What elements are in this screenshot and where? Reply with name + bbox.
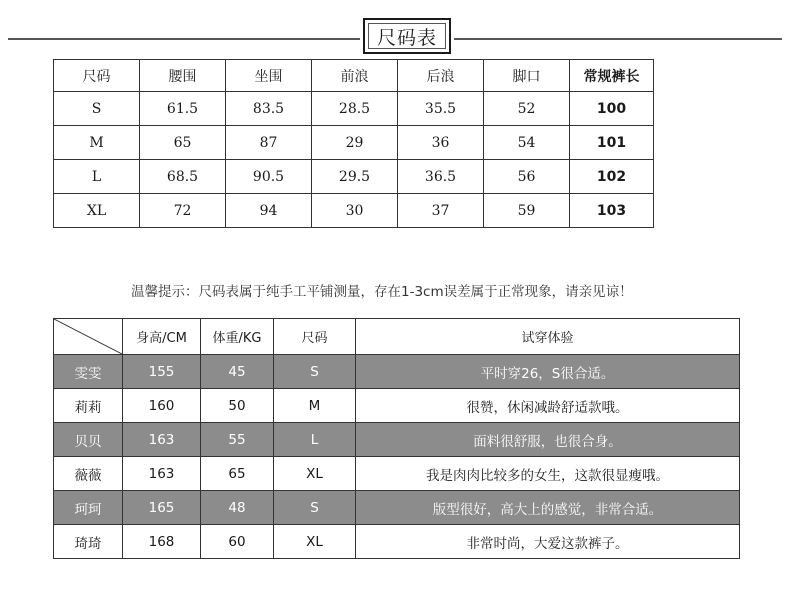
model-name: 雯雯 <box>54 355 123 389</box>
header-experience: 试穿体验 <box>356 319 740 355</box>
back-rise-cell: 36 <box>398 126 484 160</box>
header-fit-size: 尺码 <box>274 319 356 355</box>
size-cell: S <box>54 92 140 126</box>
length-cell: 102 <box>570 160 654 194</box>
back-rise-cell: 36.5 <box>398 160 484 194</box>
length-cell: 103 <box>570 194 654 228</box>
hem-cell: 52 <box>484 92 570 126</box>
header-weight: 体重/KG <box>201 319 274 355</box>
header-length: 常规裤长 <box>570 60 654 92</box>
front-rise-cell: 28.5 <box>312 92 398 126</box>
fit-row <box>54 525 740 559</box>
front-rise-cell: 29.5 <box>312 160 398 194</box>
model-weight: 48 <box>201 491 274 525</box>
model-height: 168 <box>123 525 201 559</box>
title-rule-right <box>454 38 782 40</box>
front-rise-cell: 29 <box>312 126 398 160</box>
title-box <box>363 18 451 54</box>
size-header-row <box>54 60 654 92</box>
header-height: 身高/CM <box>123 319 201 355</box>
header-back-rise: 后浪 <box>398 60 484 92</box>
fit-row <box>54 389 740 423</box>
model-size: M <box>274 389 356 423</box>
hem-cell: 56 <box>484 160 570 194</box>
length-cell: 101 <box>570 126 654 160</box>
measurement-note: 温馨提示：尺码表属于纯手工平铺测量，存在1-3cm误差属于正常现象，请亲见谅！ <box>131 284 633 300</box>
waist-cell: 72 <box>140 194 226 228</box>
size-row <box>54 126 654 160</box>
model-weight: 60 <box>201 525 274 559</box>
size-cell: XL <box>54 194 140 228</box>
model-size: L <box>274 423 356 457</box>
header-hem: 脚口 <box>484 60 570 92</box>
model-name: 莉莉 <box>54 389 123 423</box>
model-name: 琦琦 <box>54 525 123 559</box>
model-name: 贝贝 <box>54 423 123 457</box>
hip-cell: 90.5 <box>226 160 312 194</box>
header-hip: 坐围 <box>226 60 312 92</box>
back-rise-cell: 35.5 <box>398 92 484 126</box>
fitting-experience-table <box>53 318 740 559</box>
model-height: 155 <box>123 355 201 389</box>
fit-row <box>54 457 740 491</box>
fit-row <box>54 491 740 525</box>
fit-row <box>54 423 740 457</box>
model-size: XL <box>274 525 356 559</box>
model-name: 珂珂 <box>54 491 123 525</box>
size-cell: L <box>54 160 140 194</box>
size-row <box>54 92 654 126</box>
model-height: 160 <box>123 389 201 423</box>
model-weight: 50 <box>201 389 274 423</box>
header-waist: 腰围 <box>140 60 226 92</box>
hem-cell: 54 <box>484 126 570 160</box>
size-row <box>54 160 654 194</box>
length-cell: 100 <box>570 92 654 126</box>
hip-cell: 94 <box>226 194 312 228</box>
header-front-rise: 前浪 <box>312 60 398 92</box>
hem-cell: 59 <box>484 194 570 228</box>
front-rise-cell: 30 <box>312 194 398 228</box>
fit-header-row <box>54 319 740 355</box>
model-name: 薇薇 <box>54 457 123 491</box>
model-weight: 55 <box>201 423 274 457</box>
size-chart-table <box>53 59 654 228</box>
diagonal-header-cell <box>54 319 123 355</box>
model-weight: 45 <box>201 355 274 389</box>
waist-cell: 61.5 <box>140 92 226 126</box>
waist-cell: 65 <box>140 126 226 160</box>
model-size: XL <box>274 457 356 491</box>
hip-cell: 83.5 <box>226 92 312 126</box>
model-weight: 65 <box>201 457 274 491</box>
page-title: 尺码表 <box>376 26 437 49</box>
diagonal-line <box>54 319 122 354</box>
fit-row <box>54 355 740 389</box>
model-experience: 平时穿26，S很合适。 <box>356 355 740 389</box>
header-size: 尺码 <box>54 60 140 92</box>
hip-cell: 87 <box>226 126 312 160</box>
back-rise-cell: 37 <box>398 194 484 228</box>
model-height: 163 <box>123 457 201 491</box>
model-experience: 很赞，休闲减龄舒适款哦。 <box>356 389 740 423</box>
model-height: 163 <box>123 423 201 457</box>
model-height: 165 <box>123 491 201 525</box>
model-experience: 版型很好，高大上的感觉，非常合适。 <box>356 491 740 525</box>
model-experience: 非常时尚，大爱这款裤子。 <box>356 525 740 559</box>
size-row <box>54 194 654 228</box>
model-experience: 面料很舒服，也很合身。 <box>356 423 740 457</box>
size-cell: M <box>54 126 140 160</box>
model-size: S <box>274 491 356 525</box>
model-experience: 我是肉肉比较多的女生，这款很显瘦哦。 <box>356 457 740 491</box>
model-size: S <box>274 355 356 389</box>
waist-cell: 68.5 <box>140 160 226 194</box>
title-rule-left <box>8 38 360 40</box>
